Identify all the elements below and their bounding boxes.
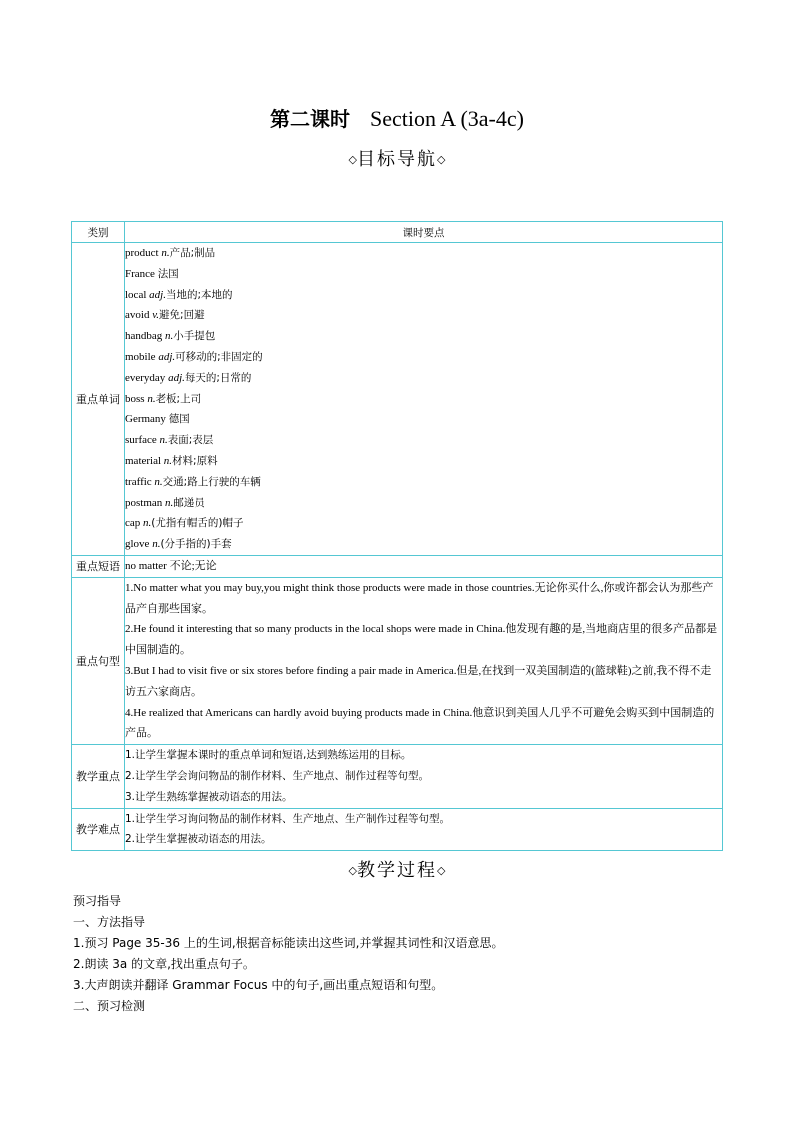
word-meaning: (尤指有帽舌的)帽子 bbox=[151, 517, 244, 530]
word-term: local bbox=[125, 288, 150, 301]
word-item bbox=[125, 243, 722, 264]
page-title bbox=[0, 104, 794, 135]
process-line: 预习指导 bbox=[73, 894, 122, 908]
word-meaning: 表面;表层 bbox=[167, 434, 214, 447]
lesson-points-table bbox=[71, 221, 723, 851]
sentence-item: 3.But I had to visit five or six stores before finding a pair made in America.但是,在找到一双美国制造的(篮球鞋)之前,我不得不走访五六家商店。 bbox=[125, 664, 712, 698]
word-term: product bbox=[125, 247, 162, 259]
sentence-item: 1.No matter what you may buy,you might think those products were made in those countries.无论你买什么,你或许都会认为那些产品产自那些国家。 bbox=[125, 581, 714, 615]
word-item bbox=[125, 513, 722, 534]
word-item bbox=[125, 430, 722, 451]
word-term: postman bbox=[125, 496, 166, 509]
word-pos: n. bbox=[161, 247, 170, 259]
word-term: surface bbox=[125, 434, 160, 447]
word-term: cap bbox=[125, 517, 144, 530]
word-pos: n. bbox=[147, 392, 156, 405]
table-row-key-points bbox=[72, 745, 723, 808]
sentences-content bbox=[125, 577, 723, 744]
word-item bbox=[125, 451, 722, 472]
word-meaning: 产品;制品 bbox=[169, 247, 216, 259]
process-line: 一、方法指导 bbox=[73, 915, 146, 929]
word-meaning: 德国 bbox=[168, 413, 190, 426]
table-row-phrases bbox=[72, 555, 723, 577]
sentence-item: 2.He found it interesting that so many products in the local shops were made in China.他发现有趣的是,当地商店里的很多产品都是中国制造的。 bbox=[125, 623, 718, 657]
word-item bbox=[125, 264, 722, 285]
phrase-item: no matter 不论;无论 bbox=[125, 559, 217, 572]
word-pos: adj. bbox=[168, 371, 185, 384]
word-term: traffic bbox=[125, 475, 155, 488]
word-meaning: 交通;路上行驶的车辆 bbox=[162, 475, 261, 488]
phrases-content bbox=[125, 555, 723, 577]
word-pos: n. bbox=[165, 330, 174, 343]
section-heading-label: 目标导航 bbox=[357, 149, 437, 170]
sentence-item: 4.He realized that Americans can hardly avoid buying products made in China.他意识到美国人几乎不可避免会购买到中国制造的产品。 bbox=[125, 706, 715, 740]
word-term: everyday bbox=[125, 371, 169, 384]
table-row-sentences bbox=[72, 577, 723, 744]
process-line: 二、预习检测 bbox=[73, 999, 146, 1013]
header-category: 类别 bbox=[72, 222, 125, 243]
word-item bbox=[125, 305, 722, 326]
word-pos: adj. bbox=[158, 350, 176, 363]
word-item bbox=[125, 347, 722, 368]
word-meaning: 可移动的;非固定的 bbox=[175, 350, 263, 363]
process-line: 2.朗读 3a 的文章,找出重点句子。 bbox=[73, 957, 255, 971]
word-meaning: 每天的;日常的 bbox=[184, 371, 252, 384]
table-row-difficulties bbox=[72, 808, 723, 851]
word-item bbox=[125, 493, 722, 514]
word-pos: n. bbox=[143, 517, 152, 530]
word-item bbox=[125, 409, 722, 430]
word-meaning: 邮递员 bbox=[173, 496, 205, 509]
word-term: France bbox=[125, 267, 158, 280]
word-meaning: (分手指的)手套 bbox=[160, 538, 232, 551]
word-item bbox=[125, 389, 722, 410]
word-item bbox=[125, 472, 722, 493]
word-item bbox=[125, 368, 722, 389]
diamond-icon: ◇ bbox=[348, 153, 357, 166]
word-meaning: 小手提包 bbox=[173, 330, 216, 343]
word-meaning: 老板;上司 bbox=[155, 392, 202, 405]
process-line: 1.预习 Page 35-36 上的生词,根据音标能读出这些词,并掌握其词性和汉语意思。 bbox=[73, 936, 504, 950]
word-term: material bbox=[125, 454, 164, 467]
difficulty-item: 1.让学生学习询问物品的制作材料、生产地点、生产制作过程等句型。 bbox=[125, 812, 451, 825]
word-pos: n. bbox=[165, 496, 174, 509]
process-text bbox=[73, 891, 733, 1017]
key-points-content bbox=[125, 745, 723, 808]
word-pos: n. bbox=[154, 475, 163, 488]
word-term: handbag bbox=[125, 330, 166, 343]
word-meaning: 材料;原料 bbox=[172, 454, 218, 467]
difficulties-content bbox=[125, 808, 723, 851]
word-term: glove bbox=[125, 538, 153, 551]
diamond-icon: ◇ bbox=[437, 153, 446, 166]
table-header-row bbox=[72, 222, 723, 243]
word-pos: n. bbox=[159, 434, 168, 447]
key-point-item: 2.让学生学会询问物品的制作材料、生产地点、制作过程等句型。 bbox=[125, 769, 430, 782]
word-term: boss bbox=[125, 392, 148, 405]
table-row-words bbox=[72, 243, 723, 556]
row-label-key-points: 教学重点 bbox=[72, 745, 125, 808]
key-point-item: 3.让学生熟练掌握被动语态的用法。 bbox=[125, 790, 293, 803]
word-term: mobile bbox=[125, 350, 159, 363]
word-pos: n. bbox=[152, 538, 161, 551]
row-label-difficulties: 教学难点 bbox=[72, 808, 125, 851]
word-pos: v. bbox=[152, 309, 160, 322]
word-meaning: 避免;回避 bbox=[159, 309, 205, 322]
process-line: 3.大声朗读并翻译 Grammar Focus 中的句子,画出重点短语和句型。 bbox=[73, 978, 444, 992]
word-term: Germany bbox=[125, 413, 169, 426]
diamond-icon: ◇ bbox=[437, 864, 446, 877]
word-meaning: 法国 bbox=[157, 267, 179, 280]
row-label-sentences: 重点句型 bbox=[72, 577, 125, 744]
header-points: 课时要点 bbox=[125, 222, 723, 243]
word-item bbox=[125, 534, 722, 555]
word-pos: adj. bbox=[149, 288, 166, 301]
row-label-phrases: 重点短语 bbox=[72, 555, 125, 577]
section-heading-goals bbox=[0, 148, 794, 172]
title-cn: 第二课时 bbox=[270, 107, 351, 131]
word-item bbox=[125, 326, 722, 347]
section-heading-label: 教学过程 bbox=[357, 860, 437, 881]
word-term: avoid bbox=[125, 309, 153, 322]
diamond-icon: ◇ bbox=[348, 864, 357, 877]
section-heading-process bbox=[0, 859, 794, 883]
word-item bbox=[125, 285, 722, 306]
words-list bbox=[125, 243, 723, 556]
title-en: Section A (3a-4c) bbox=[370, 106, 524, 131]
word-pos: n. bbox=[163, 454, 173, 467]
row-label-words: 重点单词 bbox=[72, 243, 125, 556]
word-meaning: 当地的;本地的 bbox=[165, 288, 233, 301]
key-point-item: 1.让学生掌握本课时的重点单词和短语,达到熟练运用的目标。 bbox=[125, 749, 412, 762]
difficulty-item: 2.让学生掌握被动语态的用法。 bbox=[125, 833, 272, 846]
